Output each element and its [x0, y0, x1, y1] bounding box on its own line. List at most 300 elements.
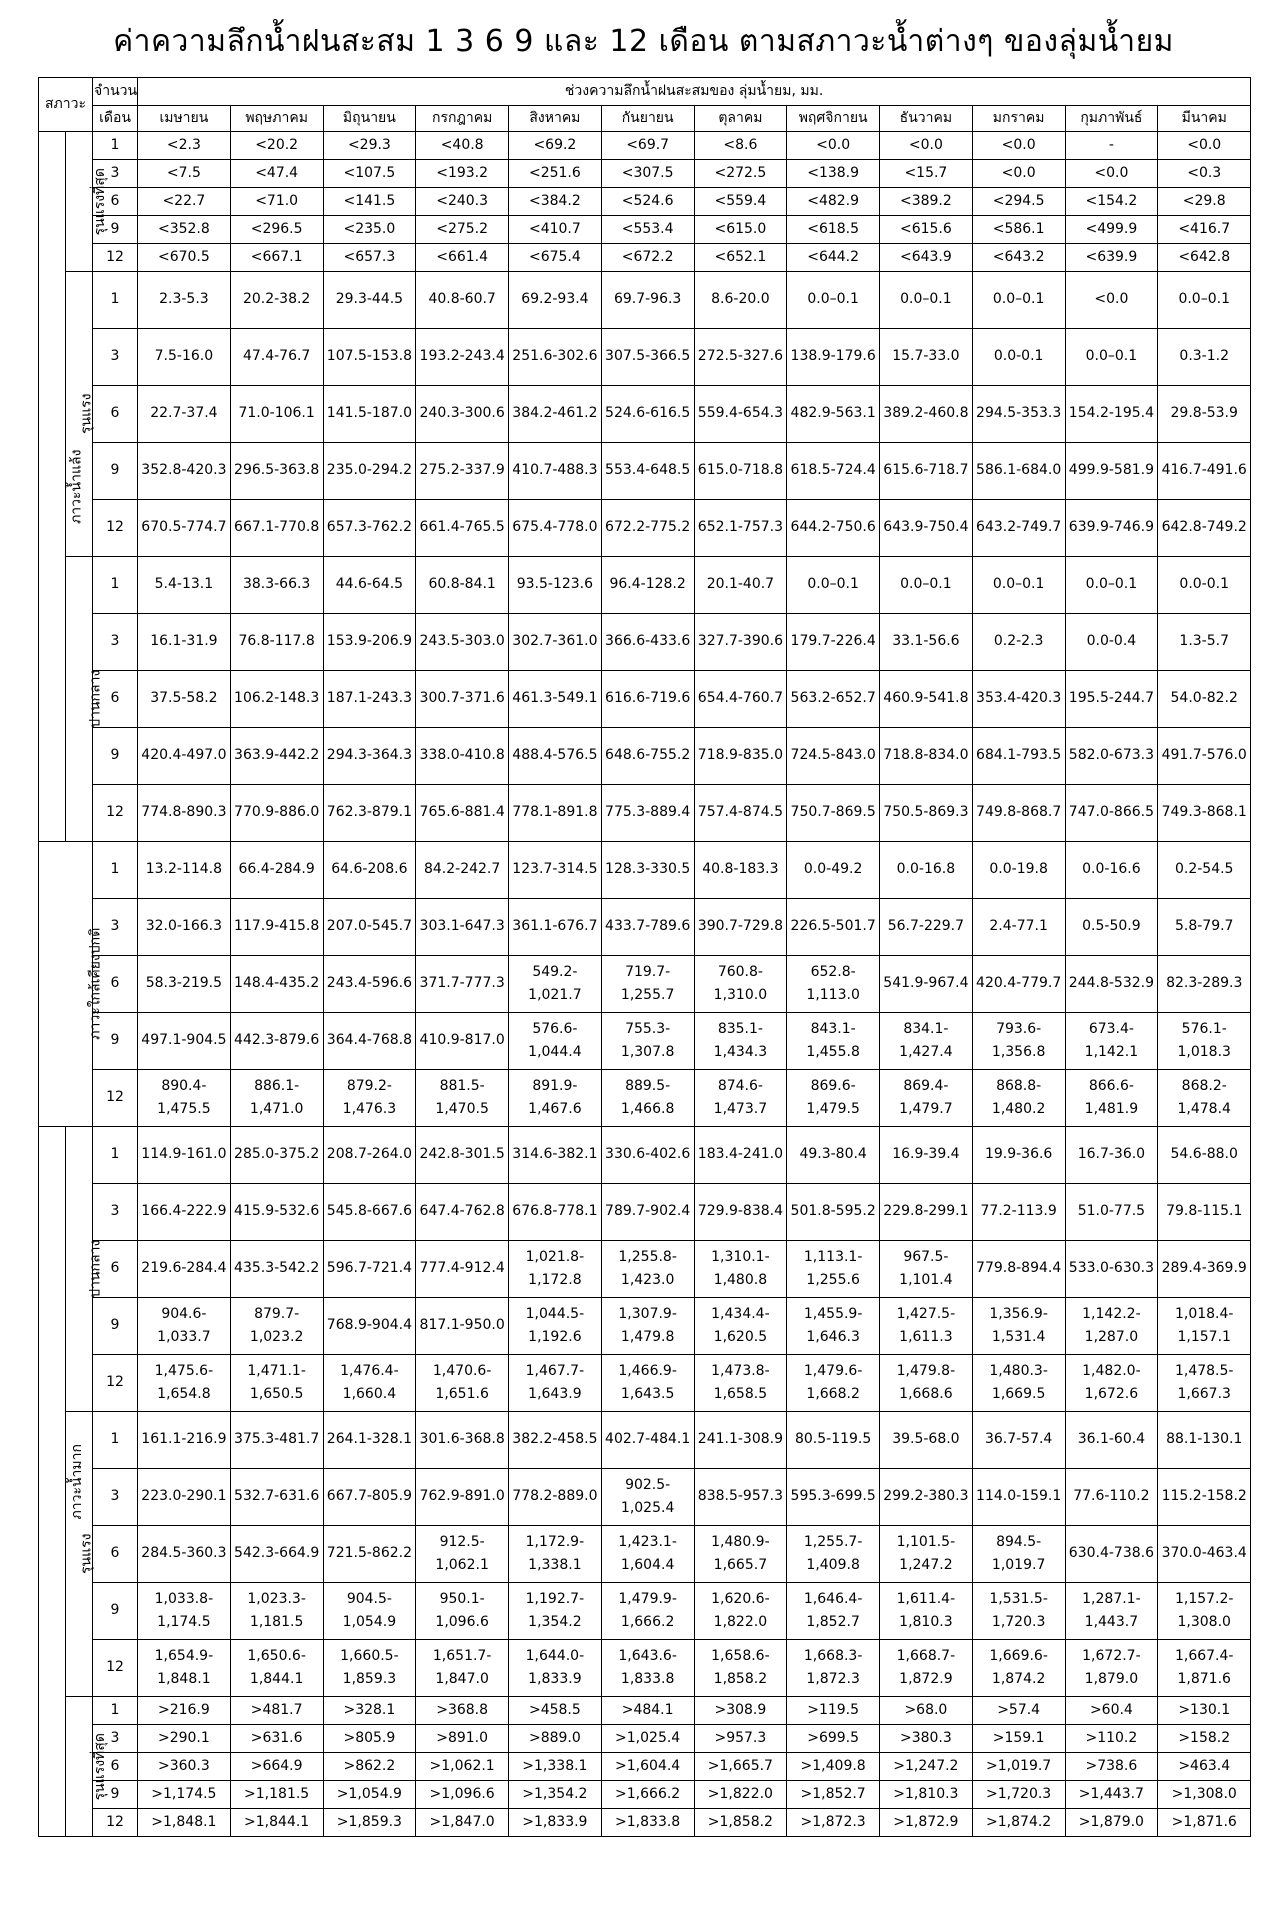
value-cell: >805.9: [323, 1725, 416, 1753]
value-cell: 80.5-119.5: [787, 1412, 880, 1469]
value-line-2: 1,157.1: [1177, 1329, 1231, 1345]
month-count: 3: [93, 1184, 138, 1241]
value-line-1: 1,172.9-: [525, 1533, 585, 1550]
value-cell: >1,847.0: [416, 1809, 509, 1837]
value-cell: >1,666.2: [601, 1781, 694, 1809]
value-cell: >957.3: [694, 1725, 787, 1753]
value-line-2: 1,247.2: [899, 1557, 953, 1573]
month-count: 9: [93, 443, 138, 500]
value-line-2: 1,666.2: [620, 1614, 675, 1630]
value-cell: 415.9-532.6: [230, 1184, 323, 1241]
value-line-2: 1,287.0: [1084, 1329, 1139, 1345]
months-header-bottom: เดือน: [93, 106, 138, 132]
value-cell: 789.7-902.4: [601, 1184, 694, 1241]
month-count: 1: [93, 1127, 138, 1184]
month-count: 1: [93, 557, 138, 614]
value-line-2: 1,096.6: [435, 1614, 489, 1630]
value-cell: 672.2-775.2: [601, 500, 694, 557]
value-line-2: 1,174.5: [157, 1614, 211, 1630]
value-cell: 747.0-866.5: [1065, 785, 1158, 842]
value-line-1: 576.1-: [1181, 1020, 1227, 1037]
month-count: 3: [93, 1469, 138, 1526]
value-cell: [601, 1640, 694, 1697]
value-cell: 16.7-36.0: [1065, 1127, 1158, 1184]
month-count: 3: [93, 1725, 138, 1753]
value-cell: [230, 1640, 323, 1697]
value-line-2: 1,646.3: [806, 1329, 860, 1345]
value-line-1: 1,018.4-: [1174, 1305, 1234, 1322]
value-cell: 750.7-869.5: [787, 785, 880, 842]
value-cell: <0.0: [1065, 160, 1158, 188]
value-cell: 223.0-290.1: [138, 1469, 231, 1526]
value-cell: 433.7-789.6: [601, 899, 694, 956]
value-cell: 0.0–0.1: [880, 272, 973, 329]
month-header: พฤศจิกายน: [787, 106, 880, 132]
range-header: ช่วงความลึกน้ำฝนสะสมของ ลุ่มน้ำยม, มม.: [138, 78, 1251, 106]
value-cell: 553.4-648.5: [601, 443, 694, 500]
value-cell: >110.2: [1065, 1725, 1158, 1753]
value-cell: [230, 1070, 323, 1127]
value-cell: 366.6-433.6: [601, 614, 694, 671]
value-line-1: 1,310.1-: [711, 1248, 770, 1265]
value-cell: 652.1-757.3: [694, 500, 787, 557]
value-cell: 654.4-760.7: [694, 671, 787, 728]
value-line-2: 1,847.0: [435, 1671, 489, 1687]
value-line-1: 1,480.3-: [989, 1362, 1048, 1379]
value-line-1: 1,455.9-: [803, 1305, 863, 1322]
value-cell: 363.9-442.2: [230, 728, 323, 785]
value-cell: [138, 1640, 231, 1697]
table-row: [39, 1526, 1251, 1583]
value-line-1: 1,478.5-: [1174, 1362, 1234, 1379]
month-count: 3: [93, 614, 138, 671]
value-cell: >1,833.9: [509, 1809, 602, 1837]
value-cell: 0.0-0.4: [1065, 614, 1158, 671]
value-line-1: 950.1-: [439, 1590, 485, 1607]
value-cell: [972, 1355, 1065, 1412]
value-cell: 166.4-222.9: [138, 1184, 231, 1241]
value-cell: <389.2: [880, 188, 973, 216]
value-cell: 582.0-673.3: [1065, 728, 1158, 785]
value-cell: [230, 1583, 323, 1640]
value-cell: 757.4-874.5: [694, 785, 787, 842]
value-cell: 532.7-631.6: [230, 1469, 323, 1526]
value-cell: 382.2-458.5: [509, 1412, 602, 1469]
month-count: 9: [93, 728, 138, 785]
value-cell: >1,879.0: [1065, 1809, 1158, 1837]
value-line-1: 1,650.6-: [247, 1647, 306, 1664]
value-cell: 60.8-84.1: [416, 557, 509, 614]
value-line-1: 1,434.4-: [711, 1305, 770, 1322]
value-cell: >1,720.3: [972, 1781, 1065, 1809]
value-cell: 51.0-77.5: [1065, 1184, 1158, 1241]
value-cell: 460.9-541.8: [880, 671, 973, 728]
value-cell: 778.2-889.0: [509, 1469, 602, 1526]
value-cell: [509, 1583, 602, 1640]
value-line-1: 673.4-: [1088, 1020, 1134, 1037]
value-cell: 0.3-1.2: [1158, 329, 1251, 386]
value-line-1: 1,157.2-: [1174, 1590, 1234, 1607]
value-line-2: 1,062.1: [435, 1557, 489, 1573]
value-line-2: 1,833.8: [620, 1671, 675, 1687]
value-line-1: 1,667.4-: [1174, 1647, 1234, 1664]
value-line-2: 1,478.4: [1177, 1101, 1231, 1117]
value-line-1: 1,643.6-: [618, 1647, 677, 1664]
value-cell: 410.7-488.3: [509, 443, 602, 500]
value-line-1: 1,479.8-: [896, 1362, 956, 1379]
value-cell: 390.7-729.8: [694, 899, 787, 956]
value-cell: 32.0-166.3: [138, 899, 231, 956]
value-cell: 541.9-967.4: [880, 956, 973, 1013]
value-line-2: 1,476.3: [342, 1101, 397, 1117]
value-cell: 657.3-762.2: [323, 500, 416, 557]
value-line-2: 1,848.1: [157, 1671, 211, 1687]
value-line-2: 1,354.2: [528, 1614, 582, 1630]
value-cell: 442.3-879.6: [230, 1013, 323, 1070]
table-row: [39, 216, 1251, 244]
month-header: มิถุนายน: [323, 106, 416, 132]
table-row: [39, 1697, 1251, 1725]
value-cell: 524.6-616.5: [601, 386, 694, 443]
value-cell: 16.9-39.4: [880, 1127, 973, 1184]
value-cell: >1,822.0: [694, 1781, 787, 1809]
value-cell: 667.7-805.9: [323, 1469, 416, 1526]
months-header-top: จำนวน: [93, 78, 138, 106]
value-line-1: 1,287.1-: [1082, 1590, 1141, 1607]
value-line-1: 1,668.7-: [896, 1647, 956, 1664]
value-cell: [1158, 1640, 1251, 1697]
value-line-2: 1,660.4: [342, 1386, 397, 1402]
value-cell: >1,308.0: [1158, 1781, 1251, 1809]
value-cell: 749.8-868.7: [972, 785, 1065, 842]
value-cell: 77.6-110.2: [1065, 1469, 1158, 1526]
value-line-2: 1,033.7: [157, 1329, 211, 1345]
value-cell: >1,844.1: [230, 1809, 323, 1837]
value-cell: 301.6-368.8: [416, 1412, 509, 1469]
value-cell: [509, 1355, 602, 1412]
month-header: กุมภาพันธ์: [1065, 106, 1158, 132]
value-cell: 542.3-664.9: [230, 1526, 323, 1583]
value-cell: 0.2-54.5: [1158, 842, 1251, 899]
value-cell: 229.8-299.1: [880, 1184, 973, 1241]
value-line-1: 967.5-: [903, 1248, 949, 1265]
table-row: [39, 1640, 1251, 1697]
value-cell: [787, 1241, 880, 1298]
value-cell: 243.4-596.6: [323, 956, 416, 1013]
value-cell: 20.2-38.2: [230, 272, 323, 329]
value-cell: <499.9: [1065, 216, 1158, 244]
value-cell: >1,181.5: [230, 1781, 323, 1809]
value-cell: 724.5-843.0: [787, 728, 880, 785]
value-cell: 0.0-16.8: [880, 842, 973, 899]
value-cell: [601, 1355, 694, 1412]
value-cell: [880, 1241, 973, 1298]
value-line-2: 1,844.1: [249, 1671, 304, 1687]
value-cell: >1,871.6: [1158, 1809, 1251, 1837]
value-cell: [972, 1070, 1065, 1127]
subgroup-label-text: รุนแรง: [78, 1533, 95, 1575]
value-cell: 289.4-369.9: [1158, 1241, 1251, 1298]
value-cell: [601, 1526, 694, 1583]
month-count: 6: [93, 188, 138, 216]
value-cell: [694, 1355, 787, 1412]
value-cell: >484.1: [601, 1697, 694, 1725]
value-cell: [509, 1070, 602, 1127]
value-cell: <154.2: [1065, 188, 1158, 216]
value-cell: 307.5-366.5: [601, 329, 694, 386]
value-cell: >1,852.7: [787, 1781, 880, 1809]
value-cell: 193.2-243.4: [416, 329, 509, 386]
value-cell: <586.1: [972, 216, 1065, 244]
value-cell: 0.0-16.6: [1065, 842, 1158, 899]
value-cell: [138, 1355, 231, 1412]
value-cell: <384.2: [509, 188, 602, 216]
state-header: สภาวะ: [39, 78, 93, 132]
value-line-1: 904.6-: [161, 1305, 207, 1322]
value-cell: 630.4-738.6: [1065, 1526, 1158, 1583]
value-cell: [880, 1355, 973, 1412]
value-cell: [138, 1070, 231, 1127]
month-count: 12: [93, 244, 138, 272]
value-cell: <235.0: [323, 216, 416, 244]
value-line-1: 1,023.3-: [247, 1590, 306, 1607]
value-line-2: 1,669.5: [991, 1386, 1046, 1402]
value-line-1: 1,669.6-: [989, 1647, 1048, 1664]
value-line-2: 1,044.4: [528, 1044, 582, 1060]
value-cell: 501.8-595.2: [787, 1184, 880, 1241]
table-row: [39, 1412, 1251, 1469]
value-cell: <559.4: [694, 188, 787, 216]
value-line-1: 1,646.4-: [803, 1590, 863, 1607]
value-cell: 161.1-216.9: [138, 1412, 231, 1469]
value-cell: <138.9: [787, 160, 880, 188]
value-cell: 644.2-750.6: [787, 500, 880, 557]
month-count: 12: [93, 1640, 138, 1697]
subgroup-label: [66, 1697, 108, 1837]
value-cell: >1,859.3: [323, 1809, 416, 1837]
value-line-1: 576.6-: [532, 1020, 578, 1037]
value-line-2: 1,479.8: [620, 1329, 675, 1345]
value-cell: 128.3-330.5: [601, 842, 694, 899]
value-line-2: 1,255.7: [620, 987, 675, 1003]
table-row: [39, 1298, 1251, 1355]
value-line-1: 879.2-: [346, 1077, 392, 1094]
value-line-1: 1,044.5-: [525, 1305, 585, 1322]
value-cell: 114.0-159.1: [972, 1469, 1065, 1526]
value-line-2: 1,455.8: [806, 1044, 860, 1060]
value-line-2: 1,192.6: [528, 1329, 582, 1345]
month-count: 9: [93, 1013, 138, 1070]
value-cell: [230, 1298, 323, 1355]
value-cell: >1,858.2: [694, 1809, 787, 1837]
value-cell: <8.6: [694, 132, 787, 160]
value-cell: 40.8-183.3: [694, 842, 787, 899]
value-cell: 5.4-13.1: [138, 557, 231, 614]
value-cell: <29.3: [323, 132, 416, 160]
value-cell: <615.0: [694, 216, 787, 244]
value-cell: 670.5-774.7: [138, 500, 231, 557]
value-cell: 684.1-793.5: [972, 728, 1065, 785]
value-cell: [972, 1640, 1065, 1697]
table-row: [39, 160, 1251, 188]
value-cell: [601, 1241, 694, 1298]
month-count: 9: [93, 1781, 138, 1809]
value-cell: 54.0-82.2: [1158, 671, 1251, 728]
value-cell: [1158, 1298, 1251, 1355]
value-line-1: 902.5-: [625, 1476, 671, 1493]
value-cell: 615.6-718.7: [880, 443, 973, 500]
value-cell: 0.0–0.1: [1065, 557, 1158, 614]
value-line-1: 1,531.5-: [989, 1590, 1048, 1607]
value-cell: 410.9-817.0: [416, 1013, 509, 1070]
value-cell: 2.4-77.1: [972, 899, 1065, 956]
value-cell: 661.4-765.5: [416, 500, 509, 557]
value-cell: 729.9-838.4: [694, 1184, 787, 1241]
value-line-1: 755.3-: [625, 1020, 671, 1037]
value-cell: >1,019.7: [972, 1753, 1065, 1781]
value-cell: 777.4-912.4: [416, 1241, 509, 1298]
table-row: [39, 1809, 1251, 1837]
value-line-2: 1,658.5: [713, 1386, 768, 1402]
subgroup-label-text: ปานกลาง: [87, 669, 104, 729]
value-cell: 154.2-195.4: [1065, 386, 1158, 443]
value-cell: 96.4-128.2: [601, 557, 694, 614]
value-line-2: 1,479.5: [806, 1101, 860, 1117]
value-cell: <69.7: [601, 132, 694, 160]
value-cell: [880, 1070, 973, 1127]
value-cell: [416, 1355, 509, 1412]
value-cell: <294.5: [972, 188, 1065, 216]
month-count: 6: [93, 956, 138, 1013]
value-line-1: 1,479.6-: [803, 1362, 863, 1379]
value-line-1: 1,479.9-: [618, 1590, 677, 1607]
value-cell: 77.2-113.9: [972, 1184, 1065, 1241]
month-count: 3: [93, 160, 138, 188]
value-line-2: 1,643.5: [620, 1386, 675, 1402]
value-cell: 750.5-869.3: [880, 785, 973, 842]
value-cell: 300.7-371.6: [416, 671, 509, 728]
value-line-1: 1,658.6-: [711, 1647, 770, 1664]
table-row: [39, 1013, 1251, 1070]
value-cell: 718.8-834.0: [880, 728, 973, 785]
value-cell: >1,833.8: [601, 1809, 694, 1837]
value-cell: 618.5-724.4: [787, 443, 880, 500]
value-cell: [972, 1583, 1065, 1640]
value-cell: <643.9: [880, 244, 973, 272]
value-cell: <29.8: [1158, 188, 1251, 216]
value-cell: 138.9-179.6: [787, 329, 880, 386]
value-cell: 141.5-187.0: [323, 386, 416, 443]
month-header: กรกฎาคม: [416, 106, 509, 132]
value-line-2: 1,255.6: [806, 1272, 860, 1288]
value-cell: [1158, 1070, 1251, 1127]
table-row: [39, 1127, 1251, 1184]
value-line-2: 1,871.6: [1177, 1671, 1231, 1687]
value-cell: 768.9-904.4: [323, 1298, 416, 1355]
value-cell: [1065, 1013, 1158, 1070]
value-cell: 5.8-79.7: [1158, 899, 1251, 956]
group-label-text: ภาวะน้ำแล้ง: [68, 449, 85, 524]
table-row: [39, 557, 1251, 614]
value-cell: 0.0–0.1: [1065, 329, 1158, 386]
value-cell: [1158, 1583, 1251, 1640]
value-cell: <0.0: [1158, 132, 1251, 160]
month-count: 12: [93, 785, 138, 842]
value-cell: 642.8-749.2: [1158, 500, 1251, 557]
value-cell: >328.1: [323, 1697, 416, 1725]
value-cell: 299.2-380.3: [880, 1469, 973, 1526]
value-cell: 88.1-130.1: [1158, 1412, 1251, 1469]
value-cell: [601, 1070, 694, 1127]
value-line-2: 1,181.5: [249, 1614, 304, 1630]
value-cell: 676.8-778.1: [509, 1184, 602, 1241]
value-cell: <352.8: [138, 216, 231, 244]
month-header: กันยายน: [601, 106, 694, 132]
month-header: ตุลาคม: [694, 106, 787, 132]
value-line-2: 1,872.3: [806, 1671, 860, 1687]
table-row: [39, 1241, 1251, 1298]
value-cell: [694, 1070, 787, 1127]
value-cell: <193.2: [416, 160, 509, 188]
value-cell: 183.4-241.0: [694, 1127, 787, 1184]
value-cell: 117.9-415.8: [230, 899, 323, 956]
value-line-2: 1,310.0: [713, 987, 768, 1003]
value-cell: >1,096.6: [416, 1781, 509, 1809]
value-cell: [509, 956, 602, 1013]
value-cell: [694, 1583, 787, 1640]
value-cell: <69.2: [509, 132, 602, 160]
value-cell: >60.4: [1065, 1697, 1158, 1725]
value-line-1: 1,466.9-: [618, 1362, 677, 1379]
value-cell: 19.9-36.6: [972, 1127, 1065, 1184]
value-line-2: 1,018.3: [1177, 1044, 1231, 1060]
value-cell: 69.7-96.3: [601, 272, 694, 329]
value-cell: <141.5: [323, 188, 416, 216]
table-row: [39, 1184, 1251, 1241]
value-line-2: 1,611.3: [899, 1329, 953, 1345]
value-line-1: 1,467.7-: [525, 1362, 585, 1379]
value-cell: 54.6-88.0: [1158, 1127, 1251, 1184]
value-cell: 497.1-904.5: [138, 1013, 231, 1070]
value-cell: <416.7: [1158, 216, 1251, 244]
value-line-2: 1,481.9: [1084, 1101, 1139, 1117]
value-cell: 1.3-5.7: [1158, 614, 1251, 671]
value-line-1: 881.5-: [439, 1077, 485, 1094]
value-cell: [601, 1298, 694, 1355]
month-count: 6: [93, 1753, 138, 1781]
value-cell: <642.8: [1158, 244, 1251, 272]
value-cell: [601, 1469, 694, 1526]
month-count: 1: [93, 272, 138, 329]
value-cell: [323, 1640, 416, 1697]
value-line-1: 869.6-: [810, 1077, 856, 1094]
value-line-2: 1,531.4: [991, 1329, 1046, 1345]
value-cell: >463.4: [1158, 1753, 1251, 1781]
value-line-2: 1,470.5: [435, 1101, 489, 1117]
value-cell: 294.3-364.3: [323, 728, 416, 785]
page-title: ค่าความลึกน้ำฝนสะสม 1 3 6 9 และ 12 เดือน ตามสภาวะน้ำต่างๆ ของลุ่มน้ำยม: [113, 24, 1174, 59]
value-line-1: 1,101.5-: [896, 1533, 956, 1550]
value-cell: 36.1-60.4: [1065, 1412, 1158, 1469]
value-line-1: 874.6-: [717, 1077, 763, 1094]
value-cell: 179.7-226.4: [787, 614, 880, 671]
value-cell: 533.0-630.3: [1065, 1241, 1158, 1298]
value-line-2: 1,672.6: [1084, 1386, 1139, 1402]
value-cell: >699.5: [787, 1725, 880, 1753]
table-row: [39, 899, 1251, 956]
value-cell: [416, 1526, 509, 1583]
value-cell: >1,443.7: [1065, 1781, 1158, 1809]
